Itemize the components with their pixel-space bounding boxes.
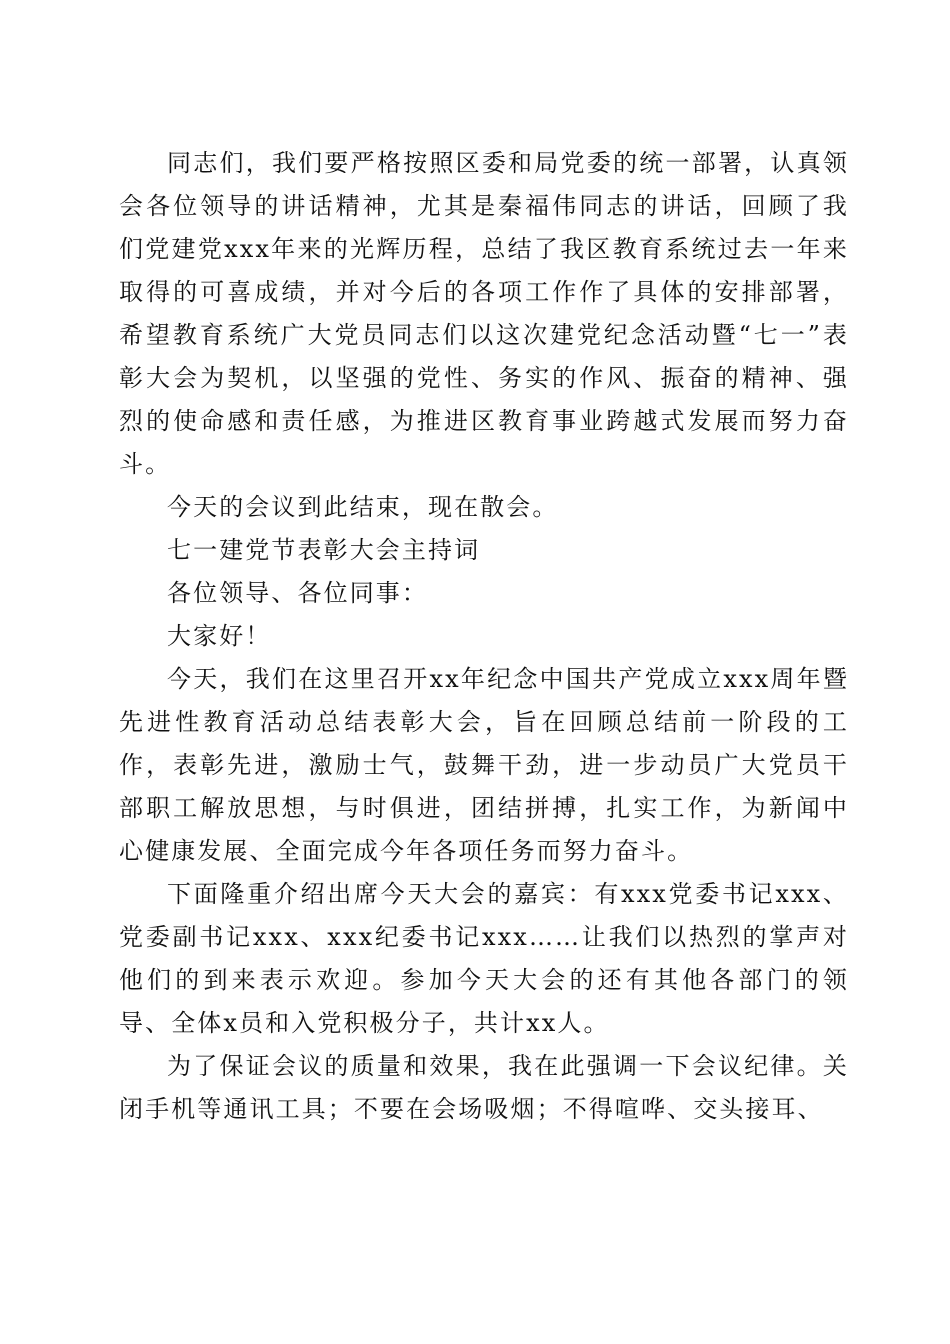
paragraph-opening: 今天，我们在这里召开xx年纪念中国共产党成立xxx周年暨先进性教育活动总结表彰大会，旨在回顾总结前一阶段的工作，表彰先进，激励士气，鼓舞干劲，进一步动员广大党员干部职工解放思想，与时俱进，团结拼搏，扎实工作，为新闻中心健康发展、全面完成今年各项任务而努力奋斗。 — [119, 665, 849, 865]
greeting: 大家好！ — [167, 622, 272, 650]
paragraph-meeting-adjourned: 今天的会议到此结束，现在散会。 — [167, 493, 559, 521]
document-body — [119, 142, 849, 1131]
paragraph-discipline: 为了保证会议的质量和效果，我在此强调一下会议纪律。关闭手机等通讯工具；不要在会场吸烟；不得喧哗、交头接耳、 — [119, 1052, 849, 1123]
section-title: 七一建党节表彰大会主持词 — [167, 536, 481, 564]
paragraph-guests: 下面隆重介绍出席今天大会的嘉宾：有xxx党委书记xxx、党委副书记xxx、xxx纪委书记xxx……让我们以热烈的掌声对他们的到来表示欢迎。参加今天大会的还有其他各部门的领导、全体x员和入党积极分子，共计xx人。 — [119, 880, 849, 1037]
salutation: 各位领导、各位同事： — [167, 579, 428, 607]
paragraph-closing-remarks: 同志们，我们要严格按照区委和局党委的统一部署，认真领会各位领导的讲话精神，尤其是秦福伟同志的讲话，回顾了我们党建党xxx年来的光辉历程，总结了我区教育系统过去一年来取得的可喜成绩，并对今后的各项工作作了具体的安排部署，希望教育系统广大党员同志们以这次建党纪念活动暨“七一”表彰大会为契机，以坚强的党性、务实的作风、振奋的精神、强烈的使命感和责任感，为推进区教育事业跨越式发展而努力奋斗。 — [119, 149, 849, 478]
